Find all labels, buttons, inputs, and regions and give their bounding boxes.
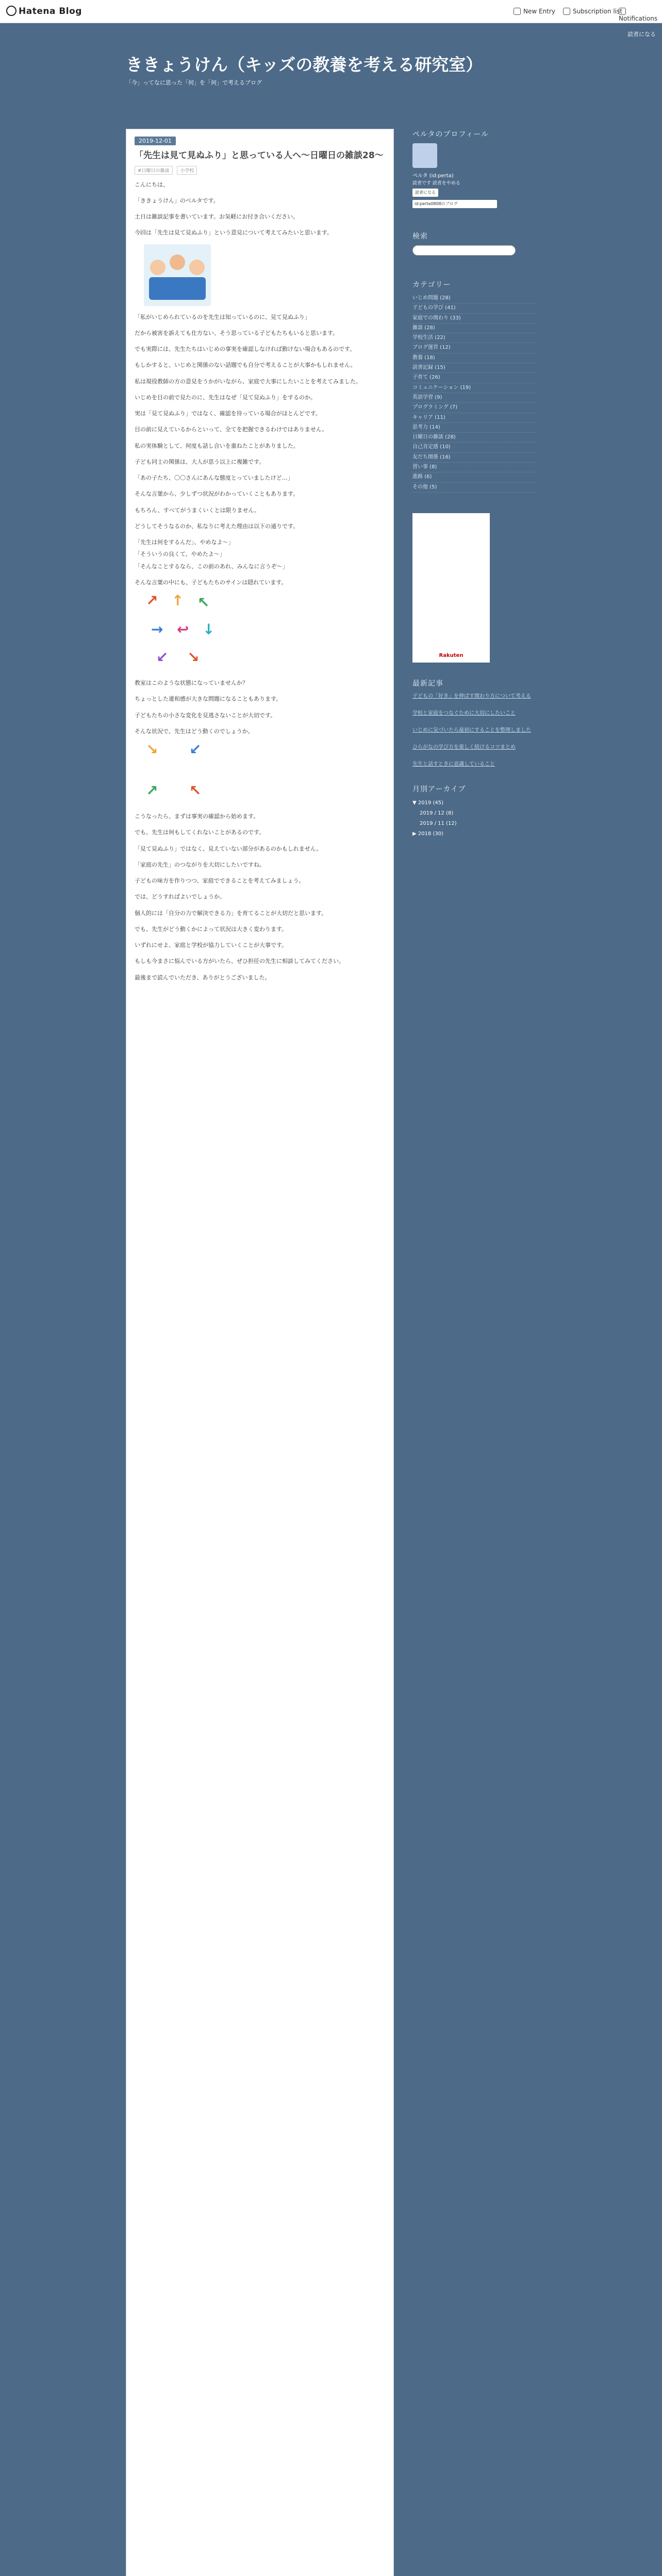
profile-heading: ペルタのプロフィール: [412, 130, 489, 139]
arrow-icon: ↗: [146, 782, 158, 799]
paragraph: だから被害を訴えても仕方ない、そう思っている子どもたちもいると思います。: [135, 329, 339, 336]
paragraph: 「家庭の先生」のつながりを大切にしたいですね。: [135, 861, 265, 868]
post-title[interactable]: 「先生は見て見ぬふり」と思っている人へ〜日曜日の雑談28〜: [135, 150, 384, 161]
ad-logo: Rakuten: [439, 652, 464, 658]
category-item[interactable]: 自己肯定感 (10): [412, 443, 536, 452]
logo-text: Hatena Blog: [19, 6, 82, 16]
paragraph: 土日は雑談記事を書いています。お気軽にお付き合いください。: [135, 213, 299, 220]
recent-item[interactable]: いじめに気づいたら最初にすることを整理しました: [412, 727, 531, 733]
category-item[interactable]: コミュニケーション (19): [412, 383, 536, 393]
category-item[interactable]: 子育て (26): [412, 373, 536, 383]
paragraph: 子どもたちの小さな変化を見逃さないことが大切です。: [135, 711, 276, 719]
arrow-icon: ↓: [203, 621, 215, 638]
recent-heading: 最新記事: [412, 679, 443, 688]
profile-link[interactable]: id:perta0808のブログ: [412, 200, 497, 208]
category-list: [412, 294, 536, 493]
subscription-list-button[interactable]: [563, 8, 622, 15]
category-item[interactable]: 家庭での関わり (33): [412, 314, 536, 324]
category-item[interactable]: キャリア (11): [412, 413, 536, 423]
paragraph: 私の実体験として、何度も話し合いを重ねたことがありました。: [135, 442, 299, 449]
search-heading: 検索: [412, 232, 428, 241]
category-item[interactable]: ブログ運営 (12): [412, 343, 536, 353]
category-item[interactable]: 進路 (6): [412, 472, 536, 482]
tag-list: [135, 166, 385, 175]
profile-name[interactable]: ペルタ (id:perta): [412, 173, 454, 179]
profile-sub: 読者です 読者をやめる: [412, 181, 460, 186]
arrow-icon: ↑: [172, 592, 184, 609]
paragraph: こんにちは、: [135, 181, 169, 188]
hatena-blog-logo[interactable]: [6, 6, 82, 16]
category-item[interactable]: その他 (5): [412, 483, 536, 493]
recent-item[interactable]: 子どもの「好き」を伸ばす関わり方について考える: [412, 693, 531, 699]
quote-line: 「そんなことするなら、この前のあれ、みんなに言うぞ〜」: [135, 563, 288, 570]
kid-icon: [150, 260, 166, 275]
paragraph: 最後まで読んでいただき、ありがとうございました。: [135, 974, 271, 981]
paragraph: 「見て見ぬふり」ではなく、見えていない部分があるのかもしれません。: [135, 845, 322, 852]
paragraph: 教室はこのような状態になっていませんか？: [135, 680, 248, 686]
archive-item[interactable]: ▼ 2019 (45): [412, 800, 444, 806]
paragraph: どうしてそうなるのか、私なりに考えた理由は以下の通りです。: [135, 522, 299, 530]
clothes-shape: [149, 277, 206, 300]
recent-item[interactable]: 先生と話すときに意識していること: [412, 761, 495, 767]
category-item[interactable]: 読書記録 (15): [412, 363, 536, 373]
category-item[interactable]: 日曜日の雑談 (28): [412, 433, 536, 443]
main-column: [126, 129, 394, 2576]
category-item[interactable]: 友だち関係 (16): [412, 453, 536, 463]
subscribe-link[interactable]: 読者になる: [627, 31, 656, 38]
category-item[interactable]: 子どもの学び (41): [412, 303, 536, 313]
pen-icon: [514, 8, 521, 15]
quote-line: 「そういうの良くて、やめたよ〜」: [135, 551, 225, 558]
paragraph: 私は現役教師の方の意見をうかがいながら、家庭で大事にしたいことを考えてみました。: [135, 378, 361, 385]
hatena-logo-icon: [6, 6, 16, 16]
arrow-icon: ↩: [177, 621, 189, 638]
paragraph: 「ききょうけん」のペルタです。: [135, 197, 219, 204]
category-item[interactable]: 習い事 (8): [412, 463, 536, 472]
paragraph: もしかすると、いじめと関係のない話題でも自分で考えることが大事かもしれません。: [135, 362, 356, 369]
paragraph: そんな言葉から、少しずつ状況がわかっていくこともあります。: [135, 490, 299, 498]
category-item[interactable]: プログラミング (7): [412, 403, 536, 413]
category-heading: カテゴリー: [412, 281, 451, 289]
search-module: [412, 245, 536, 259]
paragraph: もしも今まさに悩んでいる方がいたら、ぜひ担任の先生に相談してみてください。: [135, 958, 344, 965]
paragraph: いじめを目の前で見たのに、先生はなぜ「見て見ぬふり」をするのか。: [135, 394, 316, 401]
kid-icon: [170, 255, 185, 270]
archive-item[interactable]: 2019 / 11 (12): [420, 820, 457, 826]
paragraph: 子ども同士の関係は、大人が思う以上に複雑です。: [135, 458, 265, 465]
notifications-button[interactable]: [619, 8, 662, 22]
category-item[interactable]: 教養 (18): [412, 353, 536, 363]
paragraph: こうなったら、まずは事実の確認から始めます。: [135, 813, 259, 820]
article: [126, 129, 394, 2576]
quote-line: 「先生は何をするんだ」、やめなよ〜」: [135, 539, 234, 546]
paragraph: いずれにせよ、家庭と学校が協力していくことが大事です。: [135, 942, 288, 948]
paragraph: もちろん、すべてがうまくいくとは限りません。: [135, 506, 260, 514]
kid-icon: [189, 260, 205, 275]
blog-description: 「今」ってなに思った「何」を「何」で考えるブログ: [126, 79, 262, 86]
paragraph: 個人的には「自分の力で解決できる力」を育てることが大切だと思います。: [135, 909, 327, 917]
tag[interactable]: 小学校: [177, 166, 197, 175]
paragraph: 実は「見て見ぬふり」ではなく、確認を待っている場合がほとんどです。: [135, 410, 321, 417]
arrow-icon: ↖: [189, 782, 202, 799]
paragraph: ちょっとした違和感が大きな問題になることもあります。: [135, 696, 282, 703]
paragraph: 今回は「先生は見て見ぬふり」という意見について考えてみたいと思います。: [135, 229, 333, 236]
arrow-icon: ↖: [197, 594, 210, 611]
tag[interactable]: #日曜日の雑談: [135, 166, 173, 175]
archive-list: [412, 798, 536, 839]
recent-item[interactable]: 学校と家庭をつなぐために大切にしたいこと: [412, 710, 516, 716]
avatar[interactable]: [412, 143, 437, 168]
arrow-icon: ↙: [189, 741, 202, 758]
paragraph: 「私がいじめられているのを先生は知っているのに、見て見ぬふり」: [135, 313, 310, 320]
follow-button[interactable]: 読者になる: [412, 189, 438, 197]
kids-illustration: [144, 244, 211, 306]
subscription-label: Subscription list: [573, 8, 622, 15]
paragraph: 子どもの味方を作りつつ、家庭でできることを考えてみましょう。: [135, 877, 305, 884]
paragraph: そんな状況で、先生はどう動くのでしょうか。: [135, 727, 254, 735]
new-entry-button[interactable]: [514, 8, 555, 15]
arrow-icon: ↘: [146, 741, 158, 758]
recent-item[interactable]: ひらがなの学び方を楽しく続けるコツまとめ: [412, 744, 516, 750]
recent-list: [412, 692, 536, 768]
archive-heading: 月別アーカイブ: [412, 785, 466, 793]
arrow-icon: →: [151, 621, 163, 638]
list-icon: [563, 8, 570, 15]
notifications-label: Notifications: [619, 15, 658, 22]
ad-banner[interactable]: [412, 513, 490, 663]
profile-module: [412, 143, 536, 215]
new-entry-label: New Entry: [523, 8, 555, 15]
category-item[interactable]: 学校生活 (22): [412, 333, 536, 343]
category-item[interactable]: 思考力 (14): [412, 423, 536, 433]
archive-item[interactable]: 2019 / 12 (8): [420, 810, 454, 816]
sidebar: [412, 129, 536, 839]
paragraph: そんな言葉の中にも、子どもたちのサインは隠れています。: [135, 579, 287, 586]
converging-arrows-illustration: [146, 742, 208, 804]
paragraph: 「あの子たち、〇〇さんにあんな態度とっていましたけど…」: [135, 474, 293, 481]
search-input[interactable]: [412, 245, 516, 256]
arrow-icon: ↗: [146, 592, 158, 609]
category-item[interactable]: いじめ問題 (28): [412, 294, 536, 303]
arrow-icon: ↘: [187, 649, 200, 666]
archive-item[interactable]: ▶ 2018 (30): [412, 831, 444, 837]
paragraph: でも、先生がどう動くかによって状況は大きく変わります。: [135, 925, 288, 933]
arrows-illustration: [146, 594, 223, 671]
bell-icon: [619, 8, 626, 15]
category-item[interactable]: 英語学習 (9): [412, 393, 536, 403]
category-item[interactable]: 雑談 (28): [412, 324, 536, 333]
post-date[interactable]: 2019-12-01: [135, 137, 176, 145]
blog-title[interactable]: ききょうけん（キッズの教養を考える研究室）: [126, 55, 483, 75]
paragraph: 目の前に見えているからといって、全てを把握できるわけではありません。: [135, 426, 328, 433]
arrow-icon: ↙: [156, 649, 169, 666]
top-bar: [0, 0, 662, 23]
paragraph: でも、先生は何もしてくれないことがあるのです。: [135, 829, 265, 836]
paragraph: では、どうすればよいでしょうか。: [135, 893, 225, 901]
paragraph: でも実際には、先生たちはいじめの事実を確認しなければ動けない場合もあるのです。: [135, 346, 356, 352]
